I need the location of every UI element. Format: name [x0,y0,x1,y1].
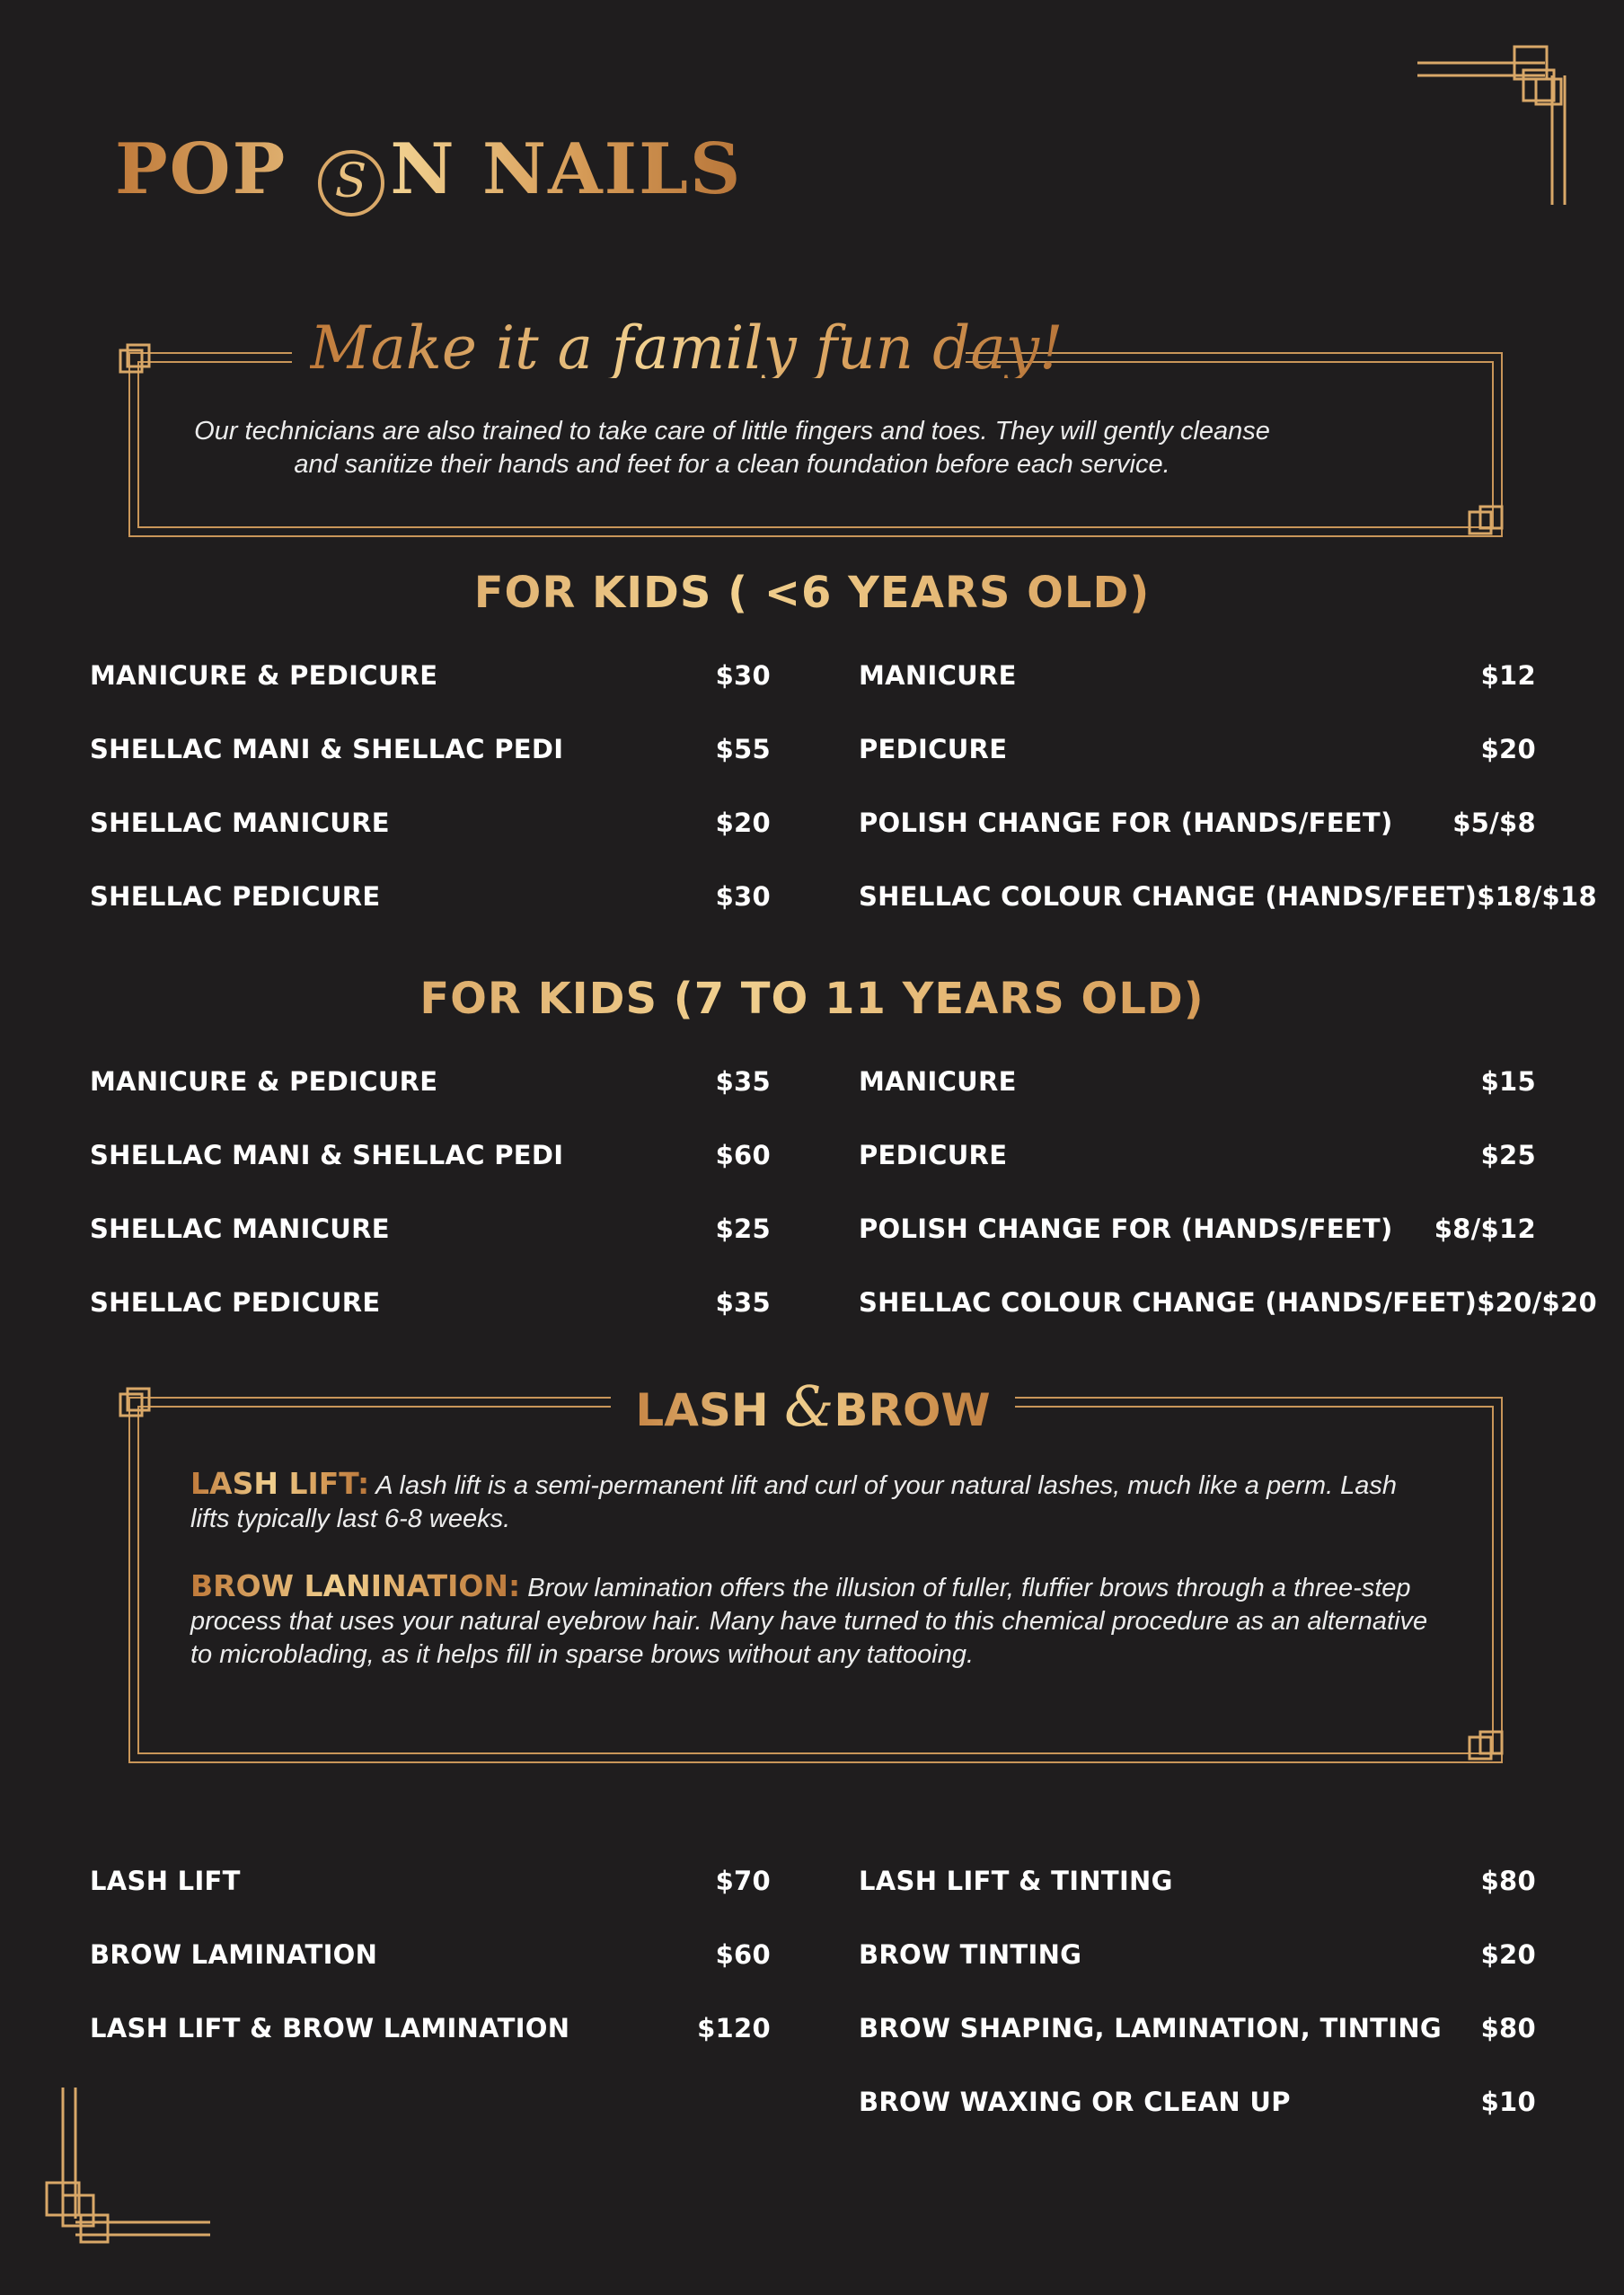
menu-row [859,1284,1597,1320]
menu-row [90,1937,771,1973]
service-name: BROW LAMINATION [90,1939,378,1970]
service-name: BROW SHAPING, LAMINATION, TINTING [859,2013,1443,2043]
brow-lamination-description [190,1569,1430,1672]
menu-row [90,731,771,767]
corner-ornament-top-right [1410,43,1590,214]
menu-row [90,2010,771,2046]
service-price: $10 [1480,2087,1536,2117]
service-price: $18/$18 [1477,881,1597,912]
service-price: $80 [1480,2013,1536,2043]
lash-frame-corner-tl [119,1387,160,1428]
menu-row [859,2084,1536,2120]
menu-row [859,1863,1536,1899]
service-name: SHELLAC COLOUR CHANGE (HANDS/FEET) [859,881,1478,912]
menu-row [90,1137,771,1173]
menu-row [859,805,1536,841]
service-price: $20 [715,808,771,838]
service-name: MANICURE & PEDICURE [90,660,438,691]
corner-ornament-bottom-left [36,2084,216,2264]
service-name: LASH LIFT & BROW LAMINATION [90,2013,570,2043]
service-name: MANICURE [859,1066,1017,1097]
service-price: $25 [715,1214,771,1244]
menu-row [90,1284,771,1320]
lash-title-ampersand: & [784,1373,834,1439]
service-name: PEDICURE [859,734,1008,764]
service-price: $5/$8 [1452,808,1536,838]
menu-row [859,878,1597,914]
menu-row [859,658,1536,693]
menu-row [859,1937,1536,1973]
section-title-lash-brow [611,1373,1015,1439]
service-name: SHELLAC PEDICURE [90,881,381,912]
menu-row [859,731,1536,767]
menu-row [90,878,771,914]
brand-name-part1: POP [115,128,287,210]
service-name: LASH LIFT [90,1866,241,1896]
lash-lift-text: A lash lift is a semi-permanent lift and curl of your natural lashes, much like a perm. Lash lifts typically last 6-8 weeks. [190,1471,1398,1533]
service-price: $12 [1480,660,1536,691]
menu-row [859,1137,1536,1173]
family-frame-corner-br [1468,505,1509,546]
service-name: BROW TINTING [859,1939,1082,1970]
lash-lift-heading: LASH LIFT: [190,1466,370,1501]
service-name: SHELLAC MANI & SHELLAC PEDI [90,1140,564,1170]
service-name: POLISH CHANGE FOR (HANDS/FEET) [859,1214,1393,1244]
service-price: $20 [1480,1939,1536,1970]
menu-row [90,1863,771,1899]
service-name: LASH LIFT & TINTING [859,1866,1173,1896]
service-price: $30 [715,660,771,691]
brow-lamination-text: Brow lamination offers the illusion of fuller, fluffier brows through a three-step process that uses your natural eyebrow hair. Many have turned to this chemical procedure as an alternative to microblading, as it helps fill in sparse brows without any tattooing. [190,1574,1428,1669]
menu-row [90,658,771,693]
service-price: $15 [1480,1066,1536,1097]
service-name: SHELLAC PEDICURE [90,1287,381,1318]
menu-row [90,1211,771,1247]
family-frame-corner-tl [119,343,160,384]
section-title-kids-7to11: FOR KIDS (7 TO 11 YEARS OLD) [0,977,1624,1020]
menu-row [859,1064,1536,1099]
service-price: $8/$12 [1434,1214,1536,1244]
service-price: $60 [715,1939,771,1970]
service-price: $20/$20 [1477,1287,1597,1318]
service-name: MANICURE [859,660,1017,691]
service-name: POLISH CHANGE FOR (HANDS/FEET) [859,808,1393,838]
family-description: Our technicians are also trained to take care of little fingers and toes. They will gently cleanse and sanitize their hands and feet for a clean foundation before each service. [194,417,1270,479]
brand-monogram: S [318,150,384,216]
lash-title-word1: LASH [635,1384,769,1436]
brand-name-part2: N NAILS [390,128,743,210]
family-tagline: Make it a family fun day! [310,313,1064,383]
service-price: $20 [1480,734,1536,764]
brow-lamination-heading: BROW LANINATION: [190,1568,521,1603]
service-name: MANICURE & PEDICURE [90,1066,438,1097]
menu-row [859,1211,1536,1247]
service-price: $70 [715,1866,771,1896]
service-price: $60 [715,1140,771,1170]
brand-logo [115,128,743,216]
menu-row [90,1064,771,1099]
service-price: $35 [715,1287,771,1318]
section-title-kids-under6: FOR KIDS ( <6 YEARS OLD) [0,571,1624,614]
service-price: $55 [715,734,771,764]
service-name: SHELLAC MANI & SHELLAC PEDI [90,734,564,764]
service-name: PEDICURE [859,1140,1008,1170]
service-name: SHELLAC MANICURE [90,1214,390,1244]
lash-frame-corner-br [1468,1730,1509,1771]
service-name: SHELLAC COLOUR CHANGE (HANDS/FEET) [859,1287,1478,1318]
menu-row [859,2010,1536,2046]
service-name: BROW WAXING OR CLEAN UP [859,2087,1291,2117]
service-price: $80 [1480,1866,1536,1896]
service-name: SHELLAC MANICURE [90,808,390,838]
menu-row [90,805,771,841]
service-price: $30 [715,881,771,912]
service-price: $35 [715,1066,771,1097]
service-price: $120 [697,2013,771,2043]
service-price: $25 [1480,1140,1536,1170]
lash-lift-description [190,1467,1430,1536]
lash-title-word2: BROW [834,1384,991,1436]
